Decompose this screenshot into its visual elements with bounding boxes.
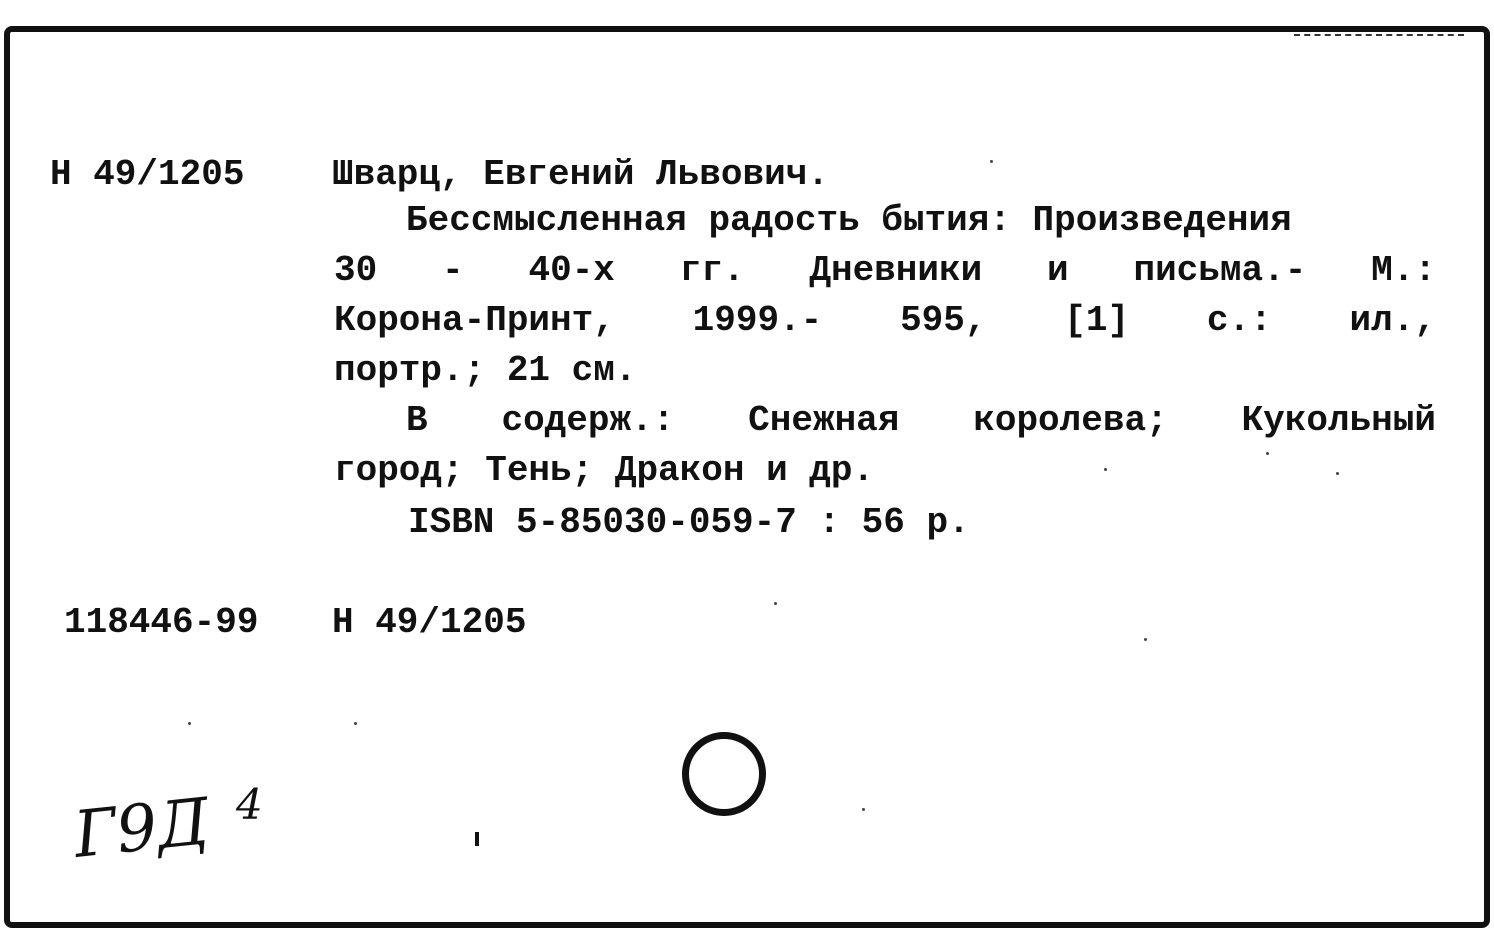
speckle (188, 722, 191, 725)
contents-line-2: город; Тень; Дракон и др. (334, 450, 875, 491)
handwritten-note: Г9Д (70, 785, 213, 873)
word: В (406, 400, 428, 441)
word: с.: (1206, 300, 1272, 341)
word: содерж.: (501, 400, 675, 441)
imprint-line-4: портр.; 21 см. (334, 350, 637, 391)
call-number-repeat: Н 49/1205 (332, 602, 527, 643)
speckle (354, 722, 357, 725)
word: 1999.- (692, 300, 823, 341)
speckle (774, 602, 777, 605)
speckle (1266, 452, 1269, 455)
word: ил., (1349, 300, 1436, 341)
word: 40-х (528, 250, 615, 291)
imprint-line-2 (334, 246, 1436, 296)
word: гг. (679, 250, 745, 291)
contents-line-1 (406, 396, 1436, 446)
word: королева; (973, 400, 1168, 441)
word: Снежная (748, 400, 900, 441)
author-heading: Шварц, Евгений Львович. (332, 154, 829, 195)
top-dashed-line (1294, 34, 1464, 36)
small-tick-mark (475, 832, 479, 846)
imprint-line-3 (334, 296, 1436, 346)
isbn-line: ISBN 5-85030-059-7 : 56 р. (408, 502, 970, 543)
word: Корона-Принт, (334, 300, 615, 341)
word: Кукольный (1241, 400, 1436, 441)
speckle (1144, 638, 1147, 641)
word: - (442, 250, 464, 291)
word: и (1047, 250, 1069, 291)
word: Дневники (809, 250, 983, 291)
speckle (1104, 468, 1107, 471)
speckle (1336, 472, 1339, 475)
word: письма.- (1133, 250, 1307, 291)
word: 595, (900, 300, 987, 341)
speckle (990, 160, 993, 163)
word: [1] (1064, 300, 1130, 341)
accession-number: 118446-99 (64, 602, 259, 643)
catalog-card (4, 26, 1490, 928)
speckle (862, 808, 865, 811)
word: М.: (1371, 250, 1436, 291)
word: 30 (334, 250, 378, 291)
punch-hole-circle (682, 732, 766, 816)
title-line-1: Бессмысленная радость бытия: Произведения (406, 200, 1292, 241)
handwritten-superscript: 4 (236, 780, 263, 829)
call-number: Н 49/1205 (50, 154, 245, 195)
